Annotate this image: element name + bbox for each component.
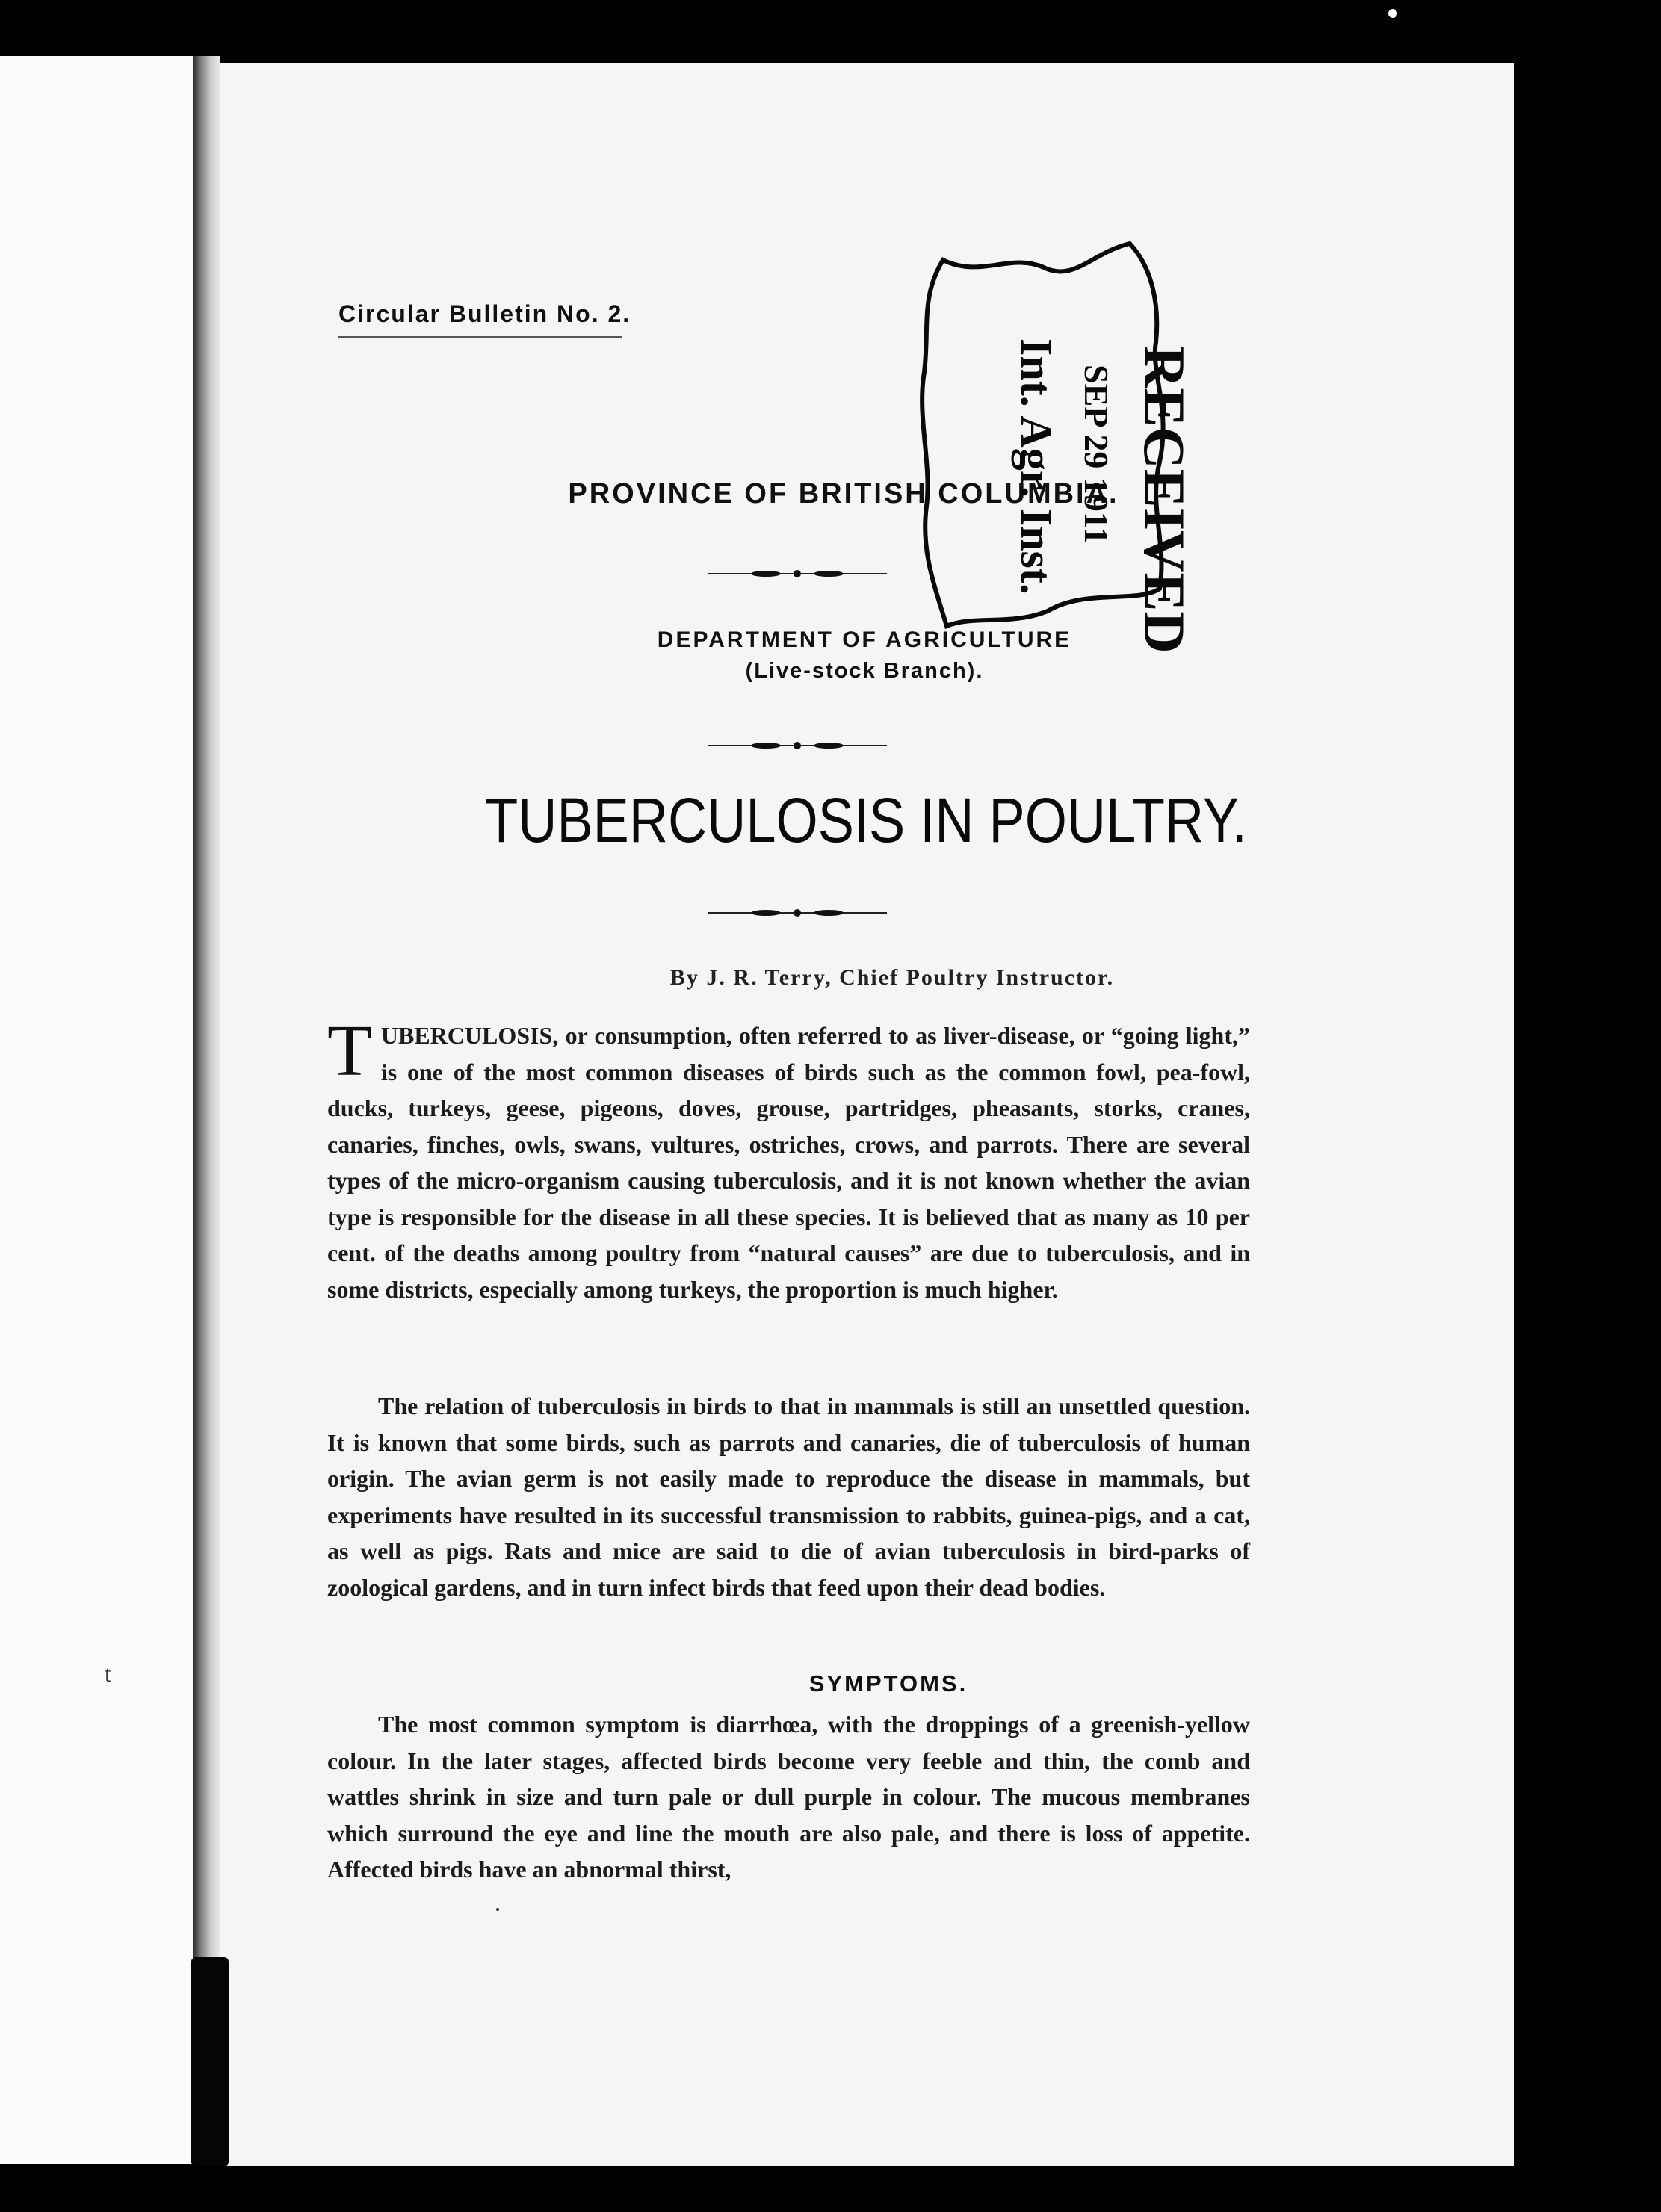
scan-speck	[1388, 9, 1397, 18]
paragraph-intro-text: UBERCULOSIS, or consumption, often referred to as liver-disease, or “going light,” is one of the most common diseases of birds such as the common fowl, pea-fowl, ducks, turkeys, geese, pigeons, doves, grouse, partridges, pheasants, storks, cranes, canaries, finches, owls, swans, vultures, ostriches, crows, and parrots. There are several types of the micro-organism causing tuberculosis, and it is not known whether the avian type is responsible for the disease in all these species. It is believed that as many as 10 per cent. of the deaths among poultry from “natural causes” are due to tuberculosis, and in some districts, especially among turkeys, the proportion is much higher.	[327, 1022, 1250, 1303]
ornament-divider	[708, 905, 887, 920]
bulletin-underline	[338, 336, 622, 338]
department-heading: DEPARTMENT OF AGRICULTURE	[657, 628, 1072, 652]
stamp-line-2: SEP 29 1911	[1077, 365, 1116, 545]
paragraph-symptoms: The most common symptom is diarrhœa, with the droppings of a greenish-yellow colour. In the later stages, affected birds become very feeble and thin, the comb and wattles shrink in size and turn pale or dull purple in colour. The mucous membranes which surround the eye and line the mouth are also pale, and there is loss of appetite. Affected birds have an abnormal thirst,	[327, 1711, 1250, 1883]
drop-cap: T	[327, 1011, 372, 1091]
stamp-line-3: Int. Agr. Inst.	[1012, 338, 1061, 595]
ornament-divider	[708, 738, 887, 753]
received-stamp	[913, 238, 1197, 654]
branch-heading: (Live-stock Branch).	[745, 659, 984, 683]
author-byline: By J. R. Terry, Chief Poultry Instructor.	[669, 965, 1115, 990]
book-spine-shadow	[193, 56, 220, 2164]
paragraph-intro	[327, 1011, 1250, 1307]
province-heading: PROVINCE OF BRITISH COLUMBIA.	[568, 478, 1119, 509]
facing-page-edge	[0, 56, 193, 2164]
paragraph-relation: The relation of tuberculosis in birds to that in mammals is still an unsettled question. It is known that some birds, such as parrots and canaries, die of tuberculosis of human origin. The avian germ is not easily made to reproduce the disease in mammals, but experiments have resulted in its successful transmission to rabbits, guinea-pigs, and a cat, as well as pigs. Rats and mice are said to die of avian tuberculosis in bird-parks of zoological gardens, and in turn infect birds that feed upon their dead bodies.	[327, 1392, 1250, 1601]
ink-speck	[496, 1908, 499, 1911]
ornament-divider	[708, 566, 887, 581]
symptoms-heading: SYMPTOMS.	[808, 1670, 968, 1697]
margin-mark: t	[105, 1660, 111, 1687]
binding-clip	[191, 1957, 229, 2166]
document-title: TUBERCULOSIS IN POULTRY.	[485, 785, 1247, 855]
stamp-line-1: RECEIVED	[1132, 346, 1197, 654]
bulletin-number: Circular Bulletin No. 2.	[338, 300, 631, 327]
